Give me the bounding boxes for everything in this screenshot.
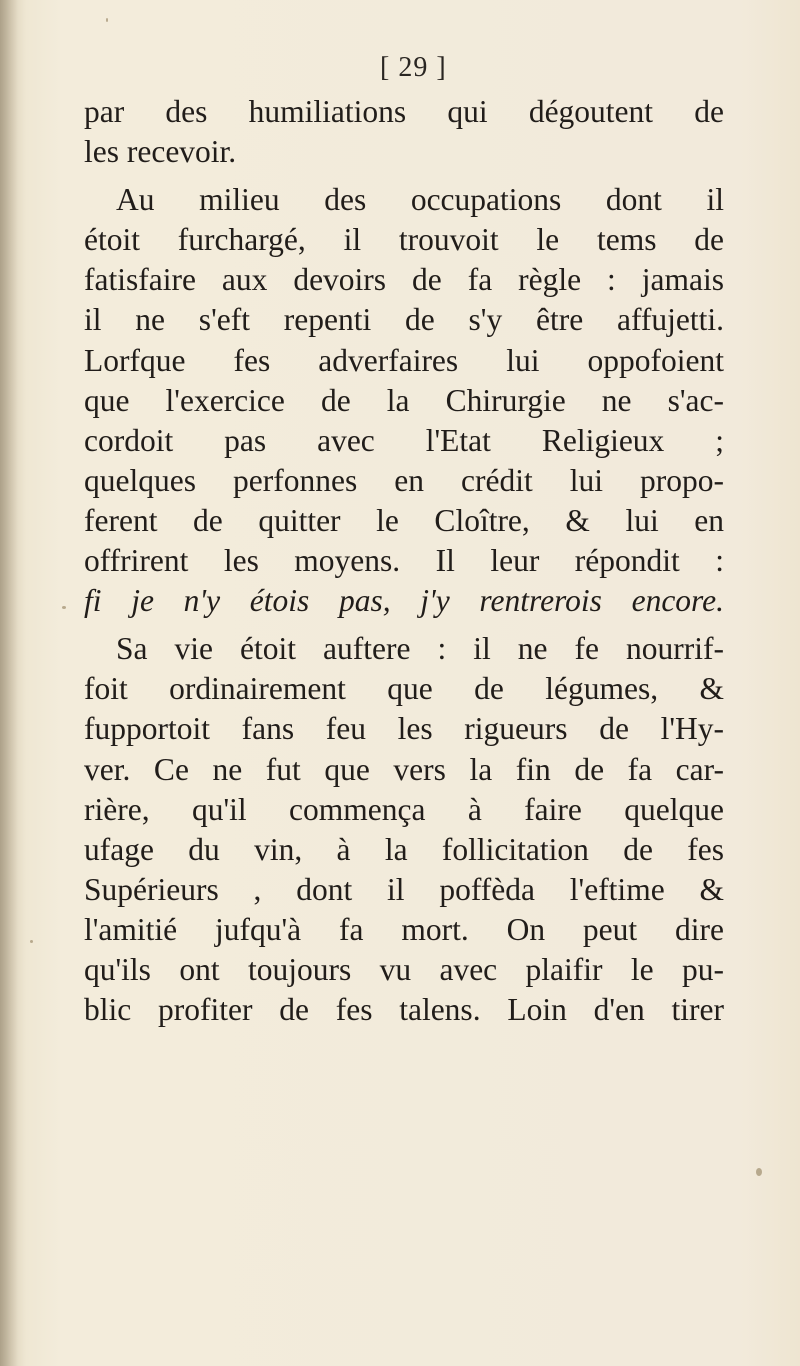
text-line: blic profiter de fes talens. Loin d'en tirer bbox=[84, 992, 724, 1028]
text-line: étoit furchargé, il trouvoit le tems de bbox=[84, 222, 724, 258]
page-number: [ 29 ] bbox=[380, 52, 447, 83]
text-line: cordoit pas avec l'Etat Religieux ; bbox=[84, 422, 724, 458]
text-line: rière, qu'il commença à faire quelque bbox=[84, 791, 724, 827]
text-line: qu'ils ont toujours vu avec plaifir le pu- bbox=[84, 951, 724, 987]
text-line: foit ordinairement que de légumes, & bbox=[84, 671, 724, 707]
text-line: les recevoir. bbox=[84, 134, 237, 170]
text-line: Au milieu des occupations dont il bbox=[116, 182, 724, 218]
body-text bbox=[84, 92, 724, 1030]
text-line-italic: fi je n'y étois pas, j'y rentrerois encore. bbox=[84, 583, 724, 619]
text-line: fupportoit fans feu les rigueurs de l'Hy- bbox=[84, 711, 724, 747]
text-line: Lorfque fes adverfaires lui oppofoient bbox=[84, 342, 724, 378]
text-line: ferent de quitter le Cloître, & lui en bbox=[84, 502, 724, 538]
binding-shadow bbox=[0, 0, 18, 1366]
text-line: offrirent les moyens. Il leur répondit : bbox=[84, 543, 724, 579]
text-line: que l'exercice de la Chirurgie ne s'ac- bbox=[84, 382, 724, 418]
text-line: Supérieurs , dont il poffèda l'eftime & bbox=[84, 871, 724, 907]
text-line: par des humiliations qui dégoutent de bbox=[84, 94, 724, 129]
text-line: ufage du vin, à la follicitation de fes bbox=[84, 831, 724, 867]
text-line: Sa vie étoit auftere : il ne fe nourrif- bbox=[116, 631, 724, 667]
text-line: l'amitié jufqu'à fa mort. On peut dire bbox=[84, 911, 724, 947]
text-line: quelques perfonnes en crédit lui propo- bbox=[84, 462, 724, 498]
text-line: il ne s'eft repenti de s'y être affujetti. bbox=[84, 302, 724, 338]
text-line: fatisfaire aux devoirs de fa règle : jamais bbox=[84, 262, 724, 298]
text-line: ver. Ce ne fut que vers la fin de fa car- bbox=[84, 751, 724, 787]
